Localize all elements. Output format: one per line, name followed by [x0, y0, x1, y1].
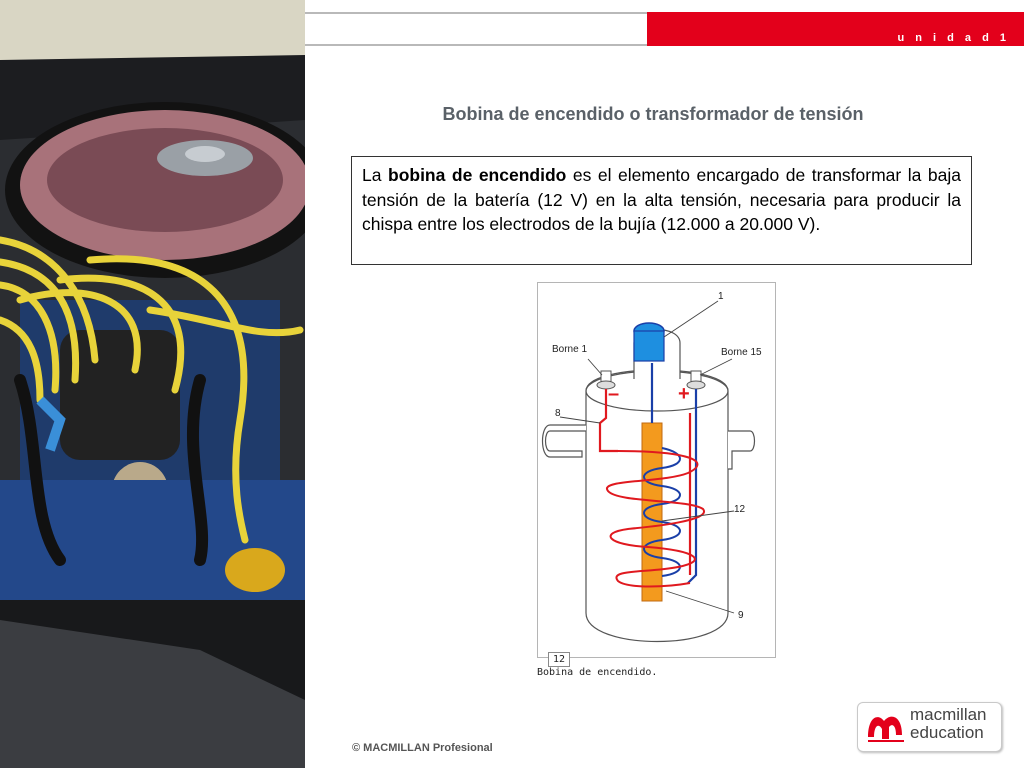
label-1: 1	[718, 291, 724, 302]
definition-text-end: es el elemento encargado de transformar la baja tensión de la batería (12 V) en la alta tensión, necesaria para producir la chispa entre los electrodos de la bujía (12.000 a 20.000 V).	[362, 165, 961, 234]
engine-photo	[0, 0, 305, 768]
label-9: 9	[738, 610, 744, 621]
label-8: 8	[555, 408, 561, 419]
definition-box	[351, 156, 972, 265]
label-12: 12	[734, 504, 746, 515]
slide-title: Bobina de encendido o transformador de tensión	[442, 104, 864, 124]
figure-caption: Bobina de encendido.	[537, 667, 658, 678]
macmillan-logo	[857, 702, 1002, 752]
copyright-notice: © MACMILLAN Profesional	[352, 742, 493, 754]
logo-line-2: education	[910, 723, 984, 742]
logo-wordmark	[910, 706, 987, 742]
header-bar	[305, 12, 647, 46]
label-borne-1: Borne 1	[552, 344, 588, 355]
definition-text-start: La	[362, 165, 388, 185]
logo-line-1: macmillan	[910, 705, 987, 724]
plus-sign: +	[678, 383, 690, 405]
header-red-band	[647, 12, 1024, 46]
macmillan-mark-icon	[864, 707, 908, 747]
minus-sign: –	[608, 383, 620, 405]
coil-drawing	[538, 283, 777, 659]
label-borne-15: Borne 15	[721, 347, 762, 358]
unit-label: u n i d a d 1	[897, 32, 1010, 44]
ignition-coil-diagram	[537, 282, 776, 658]
engine-illustration	[0, 0, 305, 768]
definition-term: bobina de encendido	[388, 165, 567, 185]
figure-number: 12	[548, 652, 570, 667]
